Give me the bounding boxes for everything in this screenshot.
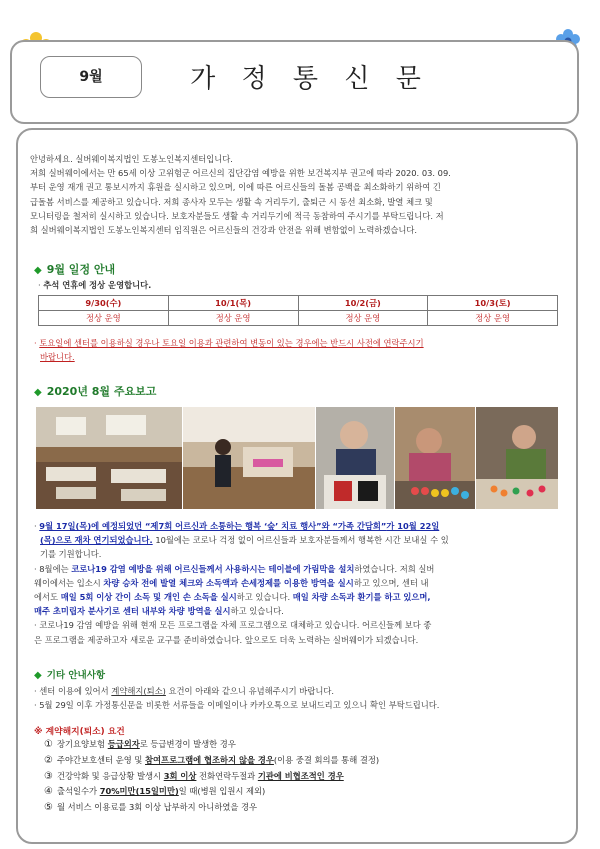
- date-cell: 10/1(목): [168, 296, 298, 311]
- intro-line: 저희 실버웨이에서는 만 65세 이상 고위험군 어르신의 집단감염 예방을 위한 보건복지부 권고에 따라 2020. 03. 09.: [30, 168, 451, 179]
- report-paragraph-2-end: 매주 초미립자 분사기로 센터 내부와 차량 방역을 실시하고 있습니다.: [34, 606, 284, 617]
- report-paragraph-1: · 9월 17일(목)에 예정되었던 “제7회 어르신과 소통하는 행복 ‘숲’ 치료 행사”와 “가족 간담회”가 10월 22일: [34, 521, 440, 531]
- status-cell: 정상 운영: [428, 311, 558, 326]
- schedule-sub-text: 추석 연휴에 정상 운영합니다.: [43, 280, 152, 290]
- status-cell: 정상 운영: [168, 311, 298, 326]
- date-cell: 10/2(금): [298, 296, 428, 311]
- schedule-heading-text: 9월 일정 안내: [46, 263, 116, 276]
- table-row: [39, 296, 558, 311]
- report-paragraph-1-end: 기를 기원합니다.: [40, 549, 102, 560]
- schedule-subtitle: [38, 279, 151, 291]
- report-body: [34, 519, 562, 647]
- month-label: 9월: [40, 56, 142, 98]
- criteria-item: ④ 출석일수가 70%미만(15일미만)일 때(병원 입원시 제외): [44, 786, 266, 798]
- report-heading-text: 2020년 8월 주요보고: [46, 385, 157, 398]
- report-paragraph-1-cont: (목)으로 재차 연기되었습니다. 10월에는 코로나 걱정 없이 어르신들과 보호자분들께서 행복한 시간 보내실 수 있: [40, 535, 449, 546]
- intro-line: 부터 운영 재개 권고 통보시까지 휴원을 실시하고 있으며, 이에 따른 어르신들의 돌봄 공백을 최소화하기 위하여 긴: [30, 182, 441, 193]
- status-cell: 정상 운영: [39, 311, 169, 326]
- extra-line-1: · 센터 이용에 있어서 계약해지(퇴소) 요건이 아래와 같으니 유념해주시기 바랍니다.: [34, 686, 334, 696]
- termination-criteria: [34, 724, 562, 816]
- extra-heading-text: 기타 안내사항: [46, 670, 106, 681]
- diamond-bullet-icon: ◆: [34, 387, 42, 398]
- criteria-item: ② 주야간보호센터 운영 및 참여프로그램에 협조하지 않을 경우(이용 중결 회의를 통해 결정): [44, 754, 380, 766]
- program-activity-photo-3: [476, 407, 558, 509]
- extra-notes: [34, 684, 562, 712]
- report-paragraph-2-cont: 웨이에서는 입소시 차량 승차 전에 발열 체크와 소독액과 손세정제를 이용한 방역을 실시하고 있으며, 센터 내: [34, 577, 429, 588]
- notice-line: [34, 350, 562, 364]
- report-heading: [34, 383, 156, 399]
- photo-strip: [36, 407, 558, 509]
- notice-line-2: 바랍니다.: [40, 352, 75, 362]
- notice-line: · 토요일에 센터를 이용하실 경우나 토요일 이용과 관련하여 변동이 있는 경우에는 반드시 사전에 연락주시기: [34, 338, 424, 348]
- center-interior-photo: [36, 407, 182, 509]
- intro-line: 안녕하세요. 실버웨이복지법인 도봉노인복지센터입니다.: [30, 154, 233, 164]
- criteria-item: ③ 건강악화 및 응급상황 발생시 3회 이상 전화연락두절과 기관에 비협조적인 경우: [44, 770, 344, 782]
- intro-paragraph: [30, 152, 558, 237]
- criteria-heading: ※ 계약해지(퇴소) 요건: [34, 727, 125, 737]
- date-cell: 10/3(토): [428, 296, 558, 311]
- criteria-item: ⑤ 월 서비스 이용료를 3회 이상 납부하지 아니하였을 경우: [44, 802, 258, 814]
- report-paragraph-2: · 8월에는 코로나19 감염 예방을 위해 어르신들께서 사용하시는 테이블에 가림막을 설치하였습니다. 저희 실버: [34, 563, 435, 574]
- page-title: 가 정 통 신 문: [190, 64, 430, 94]
- table-row: [39, 311, 558, 326]
- intro-line: 모니터링을 철저히 실시하고 있습니다. 보호자분들도 생활 속 거리두기에 적극 동참하여 주시기를 부탁드립니다. 저: [30, 210, 444, 221]
- intro-line: 희 실버웨이복지법인 도봉노인복지센터 임직원은 어르신들의 건강과 안전을 위해 변함없이 노력하겠습니다.: [30, 225, 418, 236]
- diamond-bullet-icon: ◆: [34, 265, 42, 276]
- extra-line-2: · 5월 29일 이후 가정통신문을 비롯한 서류들을 이메일이나 카카오톡으로 보내드리고 있으니 확인 부탁드립니다.: [34, 700, 440, 711]
- notice-line-1: 토요일에 센터를 이용하실 경우나 토요일 이용과 관련하여 변동이 있는 경우에는 반드시 사전에 연락주시기: [39, 338, 424, 348]
- disinfection-photo: [183, 407, 315, 509]
- intro-line: 급돌봄 서비스를 제공하고 있습니다. 저희 종사자 모두는 생활 속 거리두기, 출퇴근 시 동선 최소화, 발열 체크 및: [30, 196, 433, 207]
- program-activity-photo-1: [316, 407, 394, 509]
- diamond-bullet-icon: ◆: [34, 670, 42, 681]
- dot-bullet-icon: ·: [38, 280, 44, 290]
- status-cell: 정상 운영: [298, 311, 428, 326]
- report-paragraph-2-cont: 에서도 매일 5회 이상 간이 소독 및 개인 손 소독을 실시하고 있습니다. 매일 차량 소독과 환기를 하고 있으며,: [34, 592, 431, 603]
- schedule-table: [38, 295, 558, 326]
- report-paragraph-3: · 코로나19 감염 예방을 위해 현재 모든 프로그램을 자체 프로그램으로 대체하고 있습니다. 어르신들께 보다 좋: [34, 620, 432, 631]
- report-paragraph-3-end: 은 프로그램을 제공하고자 새로운 교구를 준비하였습니다. 앞으로도 더욱 노력하는 실버웨이가 되겠습니다.: [34, 634, 419, 645]
- date-cell: 9/30(수): [39, 296, 169, 311]
- schedule-heading: [34, 261, 115, 277]
- extra-heading: [34, 667, 105, 681]
- program-activity-photo-2: [395, 407, 475, 509]
- criteria-item: ① 장기요양보험 등급외자로 등급변경이 발생한 경우: [44, 739, 236, 750]
- schedule-notice: [34, 336, 562, 364]
